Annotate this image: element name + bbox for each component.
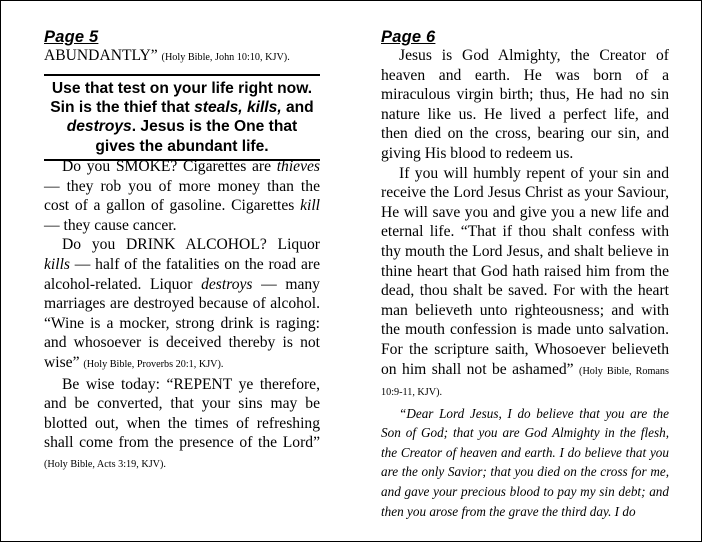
abundantly-line — [44, 46, 320, 68]
right-body — [381, 46, 669, 521]
smoke-paragraph: Do you SMOKE? Cigarettes are thieves — they rob you of more money than the cost of a gallon of gasoline. Cigarettes kill — they cause cancer. — [44, 158, 320, 234]
romans-citation: (Holy Bible, Romans 10:9-11, KJV). — [381, 365, 669, 399]
callout-line-4: gives the abundant life. — [95, 137, 269, 155]
page-5-label: Page 5 — [44, 28, 99, 46]
acts-citation: (Holy Bible, Acts 3:19, KJV). — [44, 458, 166, 470]
callout-line-2: Sin is the thief that steals, kills, and — [50, 99, 314, 117]
callout-line-3: destroys. Jesus is the One that — [66, 118, 298, 136]
page-6-label: Page 6 — [381, 28, 436, 46]
proverbs-citation: (Holy Bible, Proverbs 20:1, KJV). — [83, 358, 224, 370]
callout-line-1: Use that test on your life right now. — [51, 80, 313, 97]
prayer-paragraph: “Dear Lord Jesus, I do believe that you are the Son of God; that you are God Almighty in the flesh, the Creator of heaven and earth. I do believe that you are the only Savior; that you died on the cross for me, and gave your precious blood to pay my sin debt; and then you arose from the grave the third day. I do — [381, 405, 669, 519]
creator-paragraph: Jesus is God Almighty, the Creator of heaven and earth. He was born of a miraculous virgin birth; thus, He had no sin nature like us. He lived a perfect life, and then died on the cross, bearing our sin, and giving His blood to redeem us. — [381, 47, 669, 162]
alcohol-paragraph: Do you DRINK ALCOHOL? Liquor kills — half of the fatalities on the road are alcohol-related. Liquor destroys — many marriages are destroyed because of alcohol. “Wine is a mocker, strong drink is raging: and whosoever is deceived thereby is not wise” (Holy Bible, Proverbs 20:1, KJV). — [44, 236, 320, 371]
repent-receive-paragraph: If you will humbly repent of your sin and receive the Lord Jesus Christ as your Saviour, He will save you and give you a new life and eternal life. “That if thou shalt confess with thy mouth the Lord Jesus, and shalt believe in thine heart that God hath raised him from the dead, thou shalt be saved. For with the heart man believeth unto righteousness; and with the mouth confession is made unto salvation. For the scripture saith, Whosoever believeth on him shall not be ashamed” (Holy Bible, Romans 10:9-11, KJV). — [381, 164, 669, 399]
thief-callout-box — [44, 74, 320, 161]
john-citation: (Holy Bible, John 10:10, KJV). — [161, 52, 290, 63]
left-body — [44, 157, 320, 475]
repent-paragraph: Be wise today: “REPENT ye therefore, and be converted, that your sins may be blotted out, when the times of refreshing shall come from the presence of the Lord” (Holy Bible, Acts 3:19, KJV). — [44, 375, 320, 470]
abundantly-word: ABUNDANTLY” — [44, 47, 158, 64]
